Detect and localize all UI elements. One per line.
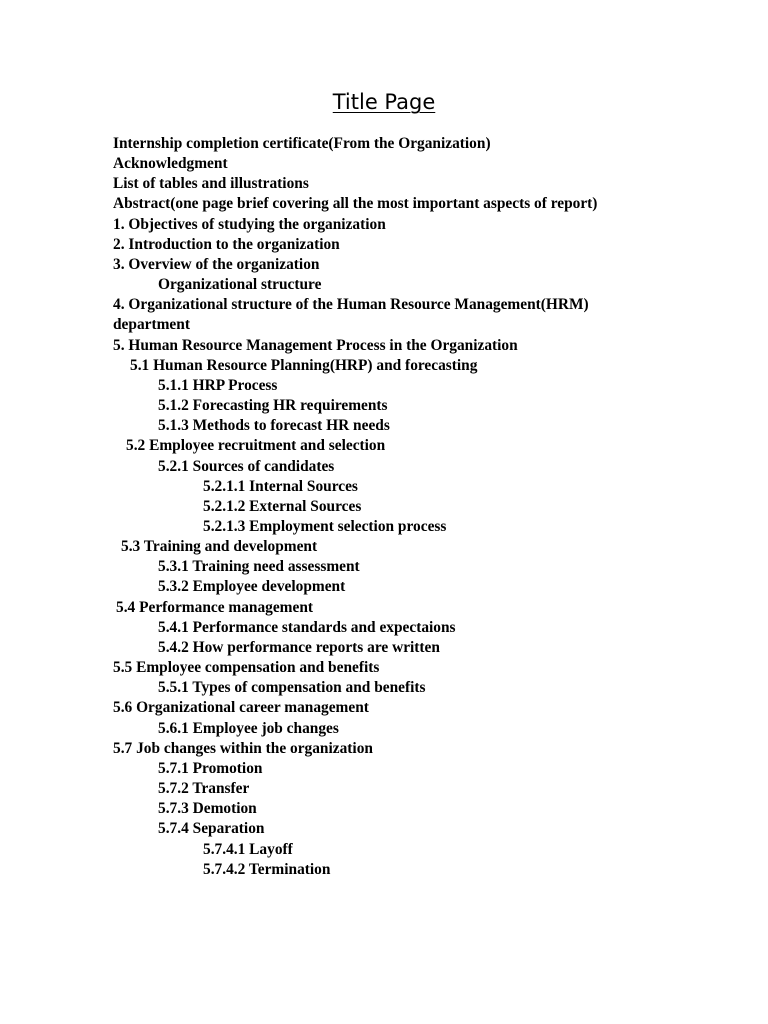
toc-item-5-2-1-2: 5.2.1.2 External Sources (203, 497, 362, 515)
toc-item-5-2-1: 5.2.1 Sources of candidates (158, 457, 335, 475)
toc-item-5-7: 5.7 Job changes within the organization (113, 739, 373, 757)
toc-item-5-6: 5.6 Organizational career management (113, 699, 369, 717)
toc-item-5-7-2: 5.7.2 Transfer (158, 780, 250, 798)
page-title: Title Page (332, 90, 436, 114)
toc-item-5-7-4: 5.7.4 Separation (158, 820, 265, 838)
toc-item-5-4-1: 5.4.1 Performance standards and expectaions (158, 618, 456, 636)
toc-item-list-of-tables: List of tables and illustrations (113, 175, 309, 193)
toc-item-5-5: 5.5 Employee compensation and benefits (113, 659, 380, 677)
toc-item-5-7-4-2: 5.7.4.2 Termination (203, 860, 331, 878)
table-of-contents (113, 134, 633, 880)
toc-item-5-3: 5.3 Training and development (121, 538, 318, 556)
toc-item-5-7-3: 5.7.3 Demotion (158, 800, 257, 818)
toc-item-abstract: Abstract(one page brief covering all the most important aspects of report) (113, 195, 598, 213)
toc-item-5-4-2: 5.4.2 How performance reports are written (158, 638, 440, 656)
toc-item-3-structure: Organizational structure (158, 276, 322, 294)
toc-item-5-2-1-1: 5.2.1.1 Internal Sources (203, 477, 358, 495)
toc-item-5: 5. Human Resource Management Process in the Organization (113, 336, 518, 354)
toc-item-5-1: 5.1 Human Resource Planning(HRP) and forecasting (130, 356, 478, 374)
toc-item-5-5-1: 5.5.1 Types of compensation and benefits (158, 679, 426, 697)
toc-item-5-3-2: 5.3.2 Employee development (158, 578, 346, 596)
toc-item-2: 2. Introduction to the organization (113, 235, 340, 253)
toc-item-5-2-1-3: 5.2.1.3 Employment selection process (203, 518, 447, 536)
toc-item-5-6-1: 5.6.1 Employee job changes (158, 719, 339, 737)
toc-item-acknowledgment: Acknowledgment (113, 155, 228, 173)
toc-item-5-1-1: 5.1.1 HRP Process (158, 376, 278, 394)
toc-item-3: 3. Overview of the organization (113, 255, 320, 273)
toc-item-5-1-2: 5.1.2 Forecasting HR requirements (158, 397, 388, 415)
toc-item-certificate: Internship completion certificate(From the Organization) (113, 135, 491, 152)
toc-item-1: 1. Objectives of studying the organization (113, 215, 386, 233)
toc-item-5-4: 5.4 Performance management (116, 598, 314, 616)
toc-item-5-1-3: 5.1.3 Methods to forecast HR needs (158, 417, 390, 435)
toc-item-5-7-4-1: 5.7.4.1 Layoff (203, 840, 293, 858)
toc-item-4: 4. Organizational structure of the Human Resource Management(HRM) department (113, 296, 589, 334)
toc-item-5-2: 5.2 Employee recruitment and selection (126, 437, 386, 455)
toc-item-5-7-1: 5.7.1 Promotion (158, 759, 263, 777)
toc-item-5-3-1: 5.3.1 Training need assessment (158, 558, 360, 576)
